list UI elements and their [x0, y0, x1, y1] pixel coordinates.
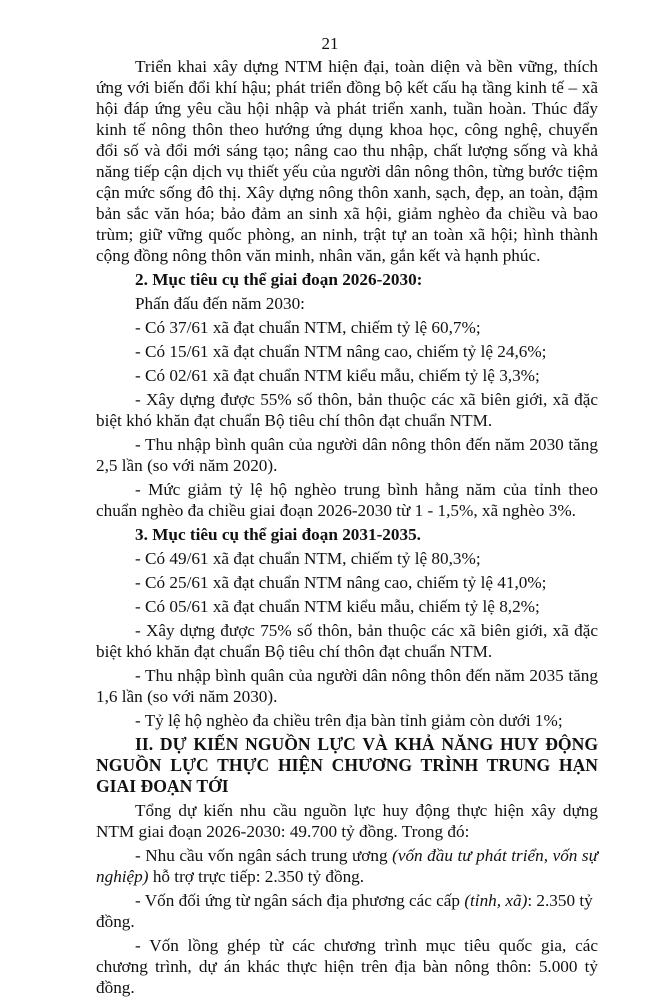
section-2-lead: Phấn đấu đến năm 2030: — [135, 294, 305, 313]
text-column — [96, 56, 598, 998]
section-2-item: - Có 15/61 xã đạt chuẩn NTM nâng cao, chiếm tỷ lệ 24,6%; — [135, 342, 547, 361]
section-3-item: - Xây dựng được 75% số thôn, bản thuộc các xã biên giới, xã đặc biệt khó khăn đạt chuẩn Bộ tiêu chí thôn đạt chuẩn NTM. — [96, 621, 598, 661]
section-II-integrated-funds: - Vốn lồng ghép từ các chương trình mục tiêu quốc gia, các chương trình, dự án khác thực hiện trên địa bàn nông thôn: 5.000 tỷ đồng. — [96, 936, 598, 997]
section-3-heading: 3. Mục tiêu cụ thể giai đoạn 2031-2035. — [135, 525, 421, 544]
local-budget-note: (tỉnh, xã) — [464, 891, 528, 910]
section-II-total: Tổng dự kiến nhu cầu nguồn lực huy động thực hiện xây dựng NTM giai đoạn 2026-2030: 49.700 tỷ đồng. Trong đó: — [96, 801, 598, 841]
section-2-item: - Mức giảm tỷ lệ hộ nghèo trung bình hằng năm của tỉnh theo chuẩn nghèo đa chiều giai đoạn 2026-2030 từ 1 - 1,5%, xã nghèo 3%. — [96, 480, 598, 520]
section-II-local-budget — [96, 890, 598, 932]
central-budget-prefix: - Nhu cầu vốn ngân sách trung ương — [135, 846, 393, 865]
section-3-item: - Có 25/61 xã đạt chuẩn NTM nâng cao, chiếm tỷ lệ 41,0%; — [135, 573, 547, 592]
section-2-item: - Thu nhập bình quân của người dân nông thôn đến năm 2030 tăng 2,5 lần (so với năm 2020). — [96, 435, 598, 475]
intro-paragraph: Triển khai xây dựng NTM hiện đại, toàn diện và bền vững, thích ứng với biến đổi khí hậu; phát triển đồng bộ kết cấu hạ tầng kinh tế – xã hội đáp ứng yêu cầu hội nhập và phát triển xanh, tuần hoàn. Thúc đẩy kinh tế nông thôn theo hướng ứng dụng khoa học, công nghệ, chuyển đổi số và đổi mới sáng tạo; nâng cao thu nhập, chất lượng sống và khả năng tiếp cận dịch vụ thiết yếu của người dân nông thôn, từng bước tiệm cận mức sống đô thị. Xây dựng nông thôn xanh, sạch, đẹp, an toàn, đậm bản sắc văn hóa; bảo đảm an sinh xã hội, giảm nghèo đa chiều và bao trùm; giữ vững quốc phòng, an ninh, trật tự an toàn xã hội; hình thành cộng đồng nông thôn văn minh, nhân văn, gắn kết và hạnh phúc. — [96, 57, 598, 265]
section-II-heading: II. DỰ KIẾN NGUỒN LỰC VÀ KHẢ NĂNG HUY ĐỘNG NGUỒN LỰC THỰC HIỆN CHƯƠNG TRÌNH TRUNG HẠN GIAI ĐOẠN TỚI — [96, 734, 598, 796]
section-2-heading: 2. Mục tiêu cụ thể giai đoạn 2026-2030: — [135, 270, 423, 289]
section-3-item: - Có 49/61 xã đạt chuẩn NTM, chiếm tỷ lệ 80,3%; — [135, 549, 481, 568]
section-II-central-budget — [96, 845, 598, 887]
section-3-item: - Tỷ lệ hộ nghèo đa chiều trên địa bàn tỉnh giảm còn dưới 1%; — [135, 711, 563, 730]
section-2-item: - Xây dựng được 55% số thôn, bản thuộc các xã biên giới, xã đặc biệt khó khăn đạt chuẩn Bộ tiêu chí thôn đạt chuẩn NTM. — [96, 390, 598, 430]
local-budget-prefix: - Vốn đối ứng từ ngân sách địa phương các cấp — [135, 891, 465, 910]
section-2-item: - Có 02/61 xã đạt chuẩn NTM kiểu mẫu, chiếm tỷ lệ 3,3%; — [135, 366, 540, 385]
local-budget-suffix: : 2.350 tỷ đồng. — [96, 891, 593, 931]
central-budget-suffix: hỗ trợ trực tiếp: 2.350 tỷ đồng. — [148, 867, 365, 886]
section-3-item: - Thu nhập bình quân của người dân nông thôn đến năm 2035 tăng 1,6 lần (so với năm 2030). — [96, 666, 598, 706]
section-3-item: - Có 05/61 xã đạt chuẩn NTM kiểu mẫu, chiếm tỷ lệ 8,2%; — [135, 597, 540, 616]
section-2-item: - Có 37/61 xã đạt chuẩn NTM, chiếm tỷ lệ 60,7%; — [135, 318, 481, 337]
page-number: 21 — [321, 34, 339, 53]
central-budget-note: (vốn đầu tư phát triển, vốn sự nghiệp) — [96, 846, 598, 886]
